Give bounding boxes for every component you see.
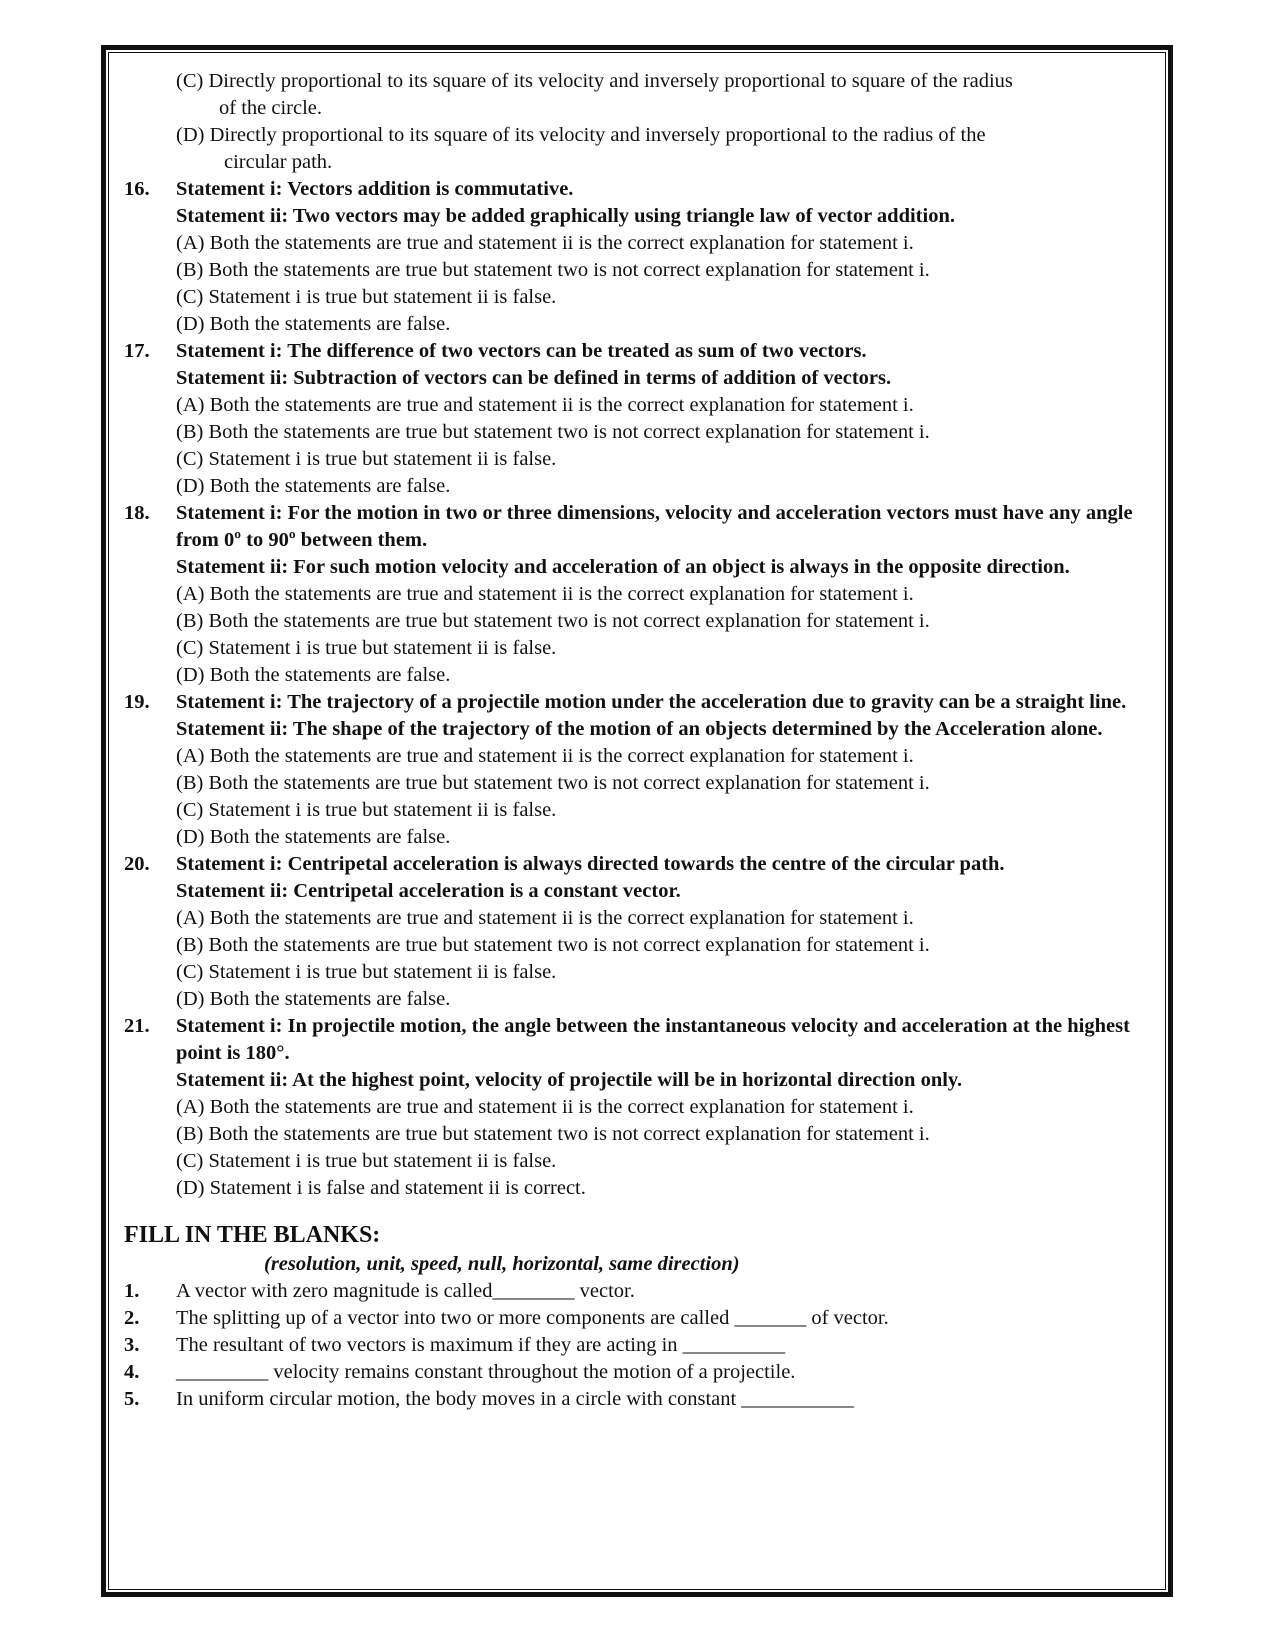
option-a: (A) Both the statements are true and statement ii is the correct explanation for statement i. bbox=[176, 232, 914, 254]
option-d: (D) Both the statements are false. bbox=[176, 475, 451, 497]
option-d-continued bbox=[124, 122, 1148, 176]
option-b: (B) Both the statements are true but statement two is not correct explanation for statement i. bbox=[176, 259, 930, 281]
item-text: In uniform circular motion, the body moves in a circle with constant ___________ bbox=[176, 1388, 855, 1410]
statement-i: Statement i: For the motion in two or three dimensions, velocity and acceleration vectors must have any angle from 0º to 90º between them. bbox=[176, 502, 1133, 551]
question-21 bbox=[124, 1013, 1148, 1202]
fib-item-3 bbox=[124, 1332, 1148, 1359]
option-c: (C) Statement i is true but statement ii is false. bbox=[176, 286, 557, 308]
section-heading: FILL IN THE BLANKS: bbox=[124, 1222, 381, 1248]
fib-item-4 bbox=[124, 1359, 1148, 1386]
statement-ii: Statement ii: The shape of the trajectory of the motion of an objects determined by the Acceleration alone. bbox=[176, 718, 1103, 740]
option-text: Directly proportional to its square of its velocity and inversely proportional to square of the radius bbox=[208, 70, 1013, 92]
statement-ii: Statement ii: For such motion velocity and acceleration of an object is always in the opposite direction. bbox=[176, 556, 1070, 578]
option-a: (A) Both the statements are true and statement ii is the correct explanation for statement i. bbox=[176, 745, 914, 767]
item-number: 2. bbox=[124, 1307, 140, 1329]
question-number: 21. bbox=[124, 1015, 150, 1037]
question-17 bbox=[124, 338, 1148, 500]
option-a: (A) Both the statements are true and statement ii is the correct explanation for statement i. bbox=[176, 1096, 914, 1118]
option-c: (C) Statement i is true but statement ii is false. bbox=[176, 448, 557, 470]
fib-item-1 bbox=[124, 1278, 1148, 1305]
option-c: (C) Statement i is true but statement ii is false. bbox=[176, 1150, 557, 1172]
option-b: (B) Both the statements are true but statement two is not correct explanation for statement i. bbox=[176, 610, 930, 632]
option-b: (B) Both the statements are true but statement two is not correct explanation for statement i. bbox=[176, 772, 930, 794]
question-19 bbox=[124, 689, 1148, 851]
option-a: (A) Both the statements are true and statement ii is the correct explanation for statement i. bbox=[176, 583, 914, 605]
statement-i: Statement i: Vectors addition is commutative. bbox=[176, 178, 574, 200]
item-number: 1. bbox=[124, 1280, 140, 1302]
option-b: (B) Both the statements are true but statement two is not correct explanation for statement i. bbox=[176, 934, 930, 956]
statement-i: Statement i: The trajectory of a projectile motion under the acceleration due to gravity can be a straight line. bbox=[176, 691, 1127, 713]
option-d: (D) Both the statements are false. bbox=[176, 664, 451, 686]
item-number: 5. bbox=[124, 1388, 140, 1410]
option-a: (A) Both the statements are true and statement ii is the correct explanation for statement i. bbox=[176, 394, 914, 416]
question-number: 17. bbox=[124, 340, 150, 362]
statement-i: Statement i: Centripetal acceleration is always directed towards the centre of the circular path. bbox=[176, 853, 1005, 875]
option-d: (D) Statement i is false and statement ii is correct. bbox=[176, 1177, 586, 1199]
option-c-continued bbox=[124, 68, 1148, 122]
question-20 bbox=[124, 851, 1148, 1013]
item-text: The resultant of two vectors is maximum if they are acting in __________ bbox=[176, 1334, 786, 1356]
option-label: (C) bbox=[176, 70, 204, 92]
question-number: 19. bbox=[124, 691, 150, 713]
question-number: 16. bbox=[124, 178, 150, 200]
question-number: 18. bbox=[124, 502, 150, 524]
option-text: Directly proportional to its square of its velocity and inversely proportional to the radius of the bbox=[209, 124, 986, 146]
option-text-cont: circular path. bbox=[224, 151, 333, 173]
option-c: (C) Statement i is true but statement ii is false. bbox=[176, 961, 557, 983]
document-content bbox=[124, 68, 1148, 1413]
item-text: The splitting up of a vector into two or more components are called _______ of vector. bbox=[176, 1307, 889, 1329]
statement-ii: Statement ii: Two vectors may be added graphically using triangle law of vector addition. bbox=[176, 205, 955, 227]
option-b: (B) Both the statements are true but statement two is not correct explanation for statement i. bbox=[176, 421, 930, 443]
statement-i: Statement i: In projectile motion, the angle between the instantaneous velocity and acceleration at the highest point is 180°. bbox=[176, 1015, 1130, 1064]
fib-item-5 bbox=[124, 1386, 1148, 1413]
statement-ii: Statement ii: Centripetal acceleration is a constant vector. bbox=[176, 880, 681, 902]
option-b: (B) Both the statements are true but statement two is not correct explanation for statement i. bbox=[176, 1123, 930, 1145]
word-bank: (resolution, unit, speed, null, horizontal, same direction) bbox=[264, 1253, 740, 1275]
option-c: (C) Statement i is true but statement ii is false. bbox=[176, 799, 557, 821]
statement-ii: Statement ii: Subtraction of vectors can be defined in terms of addition of vectors. bbox=[176, 367, 892, 389]
option-d: (D) Both the statements are false. bbox=[176, 988, 451, 1010]
question-number: 20. bbox=[124, 853, 150, 875]
question-18 bbox=[124, 500, 1148, 689]
item-number: 3. bbox=[124, 1334, 140, 1356]
fib-item-2 bbox=[124, 1305, 1148, 1332]
item-text: _________ velocity remains constant throughout the motion of a projectile. bbox=[176, 1361, 796, 1383]
option-a: (A) Both the statements are true and statement ii is the correct explanation for statement i. bbox=[176, 907, 914, 929]
question-16 bbox=[124, 176, 1148, 338]
option-c: (C) Statement i is true but statement ii is false. bbox=[176, 637, 557, 659]
statement-ii: Statement ii: At the highest point, velocity of projectile will be in horizontal direction only. bbox=[176, 1069, 963, 1091]
option-label: (D) bbox=[176, 124, 205, 146]
item-number: 4. bbox=[124, 1361, 140, 1383]
statement-i: Statement i: The difference of two vectors can be treated as sum of two vectors. bbox=[176, 340, 867, 362]
option-d: (D) Both the statements are false. bbox=[176, 826, 451, 848]
option-d: (D) Both the statements are false. bbox=[176, 313, 451, 335]
item-text: A vector with zero magnitude is called________ vector. bbox=[176, 1280, 635, 1302]
option-text-cont: of the circle. bbox=[219, 97, 323, 119]
